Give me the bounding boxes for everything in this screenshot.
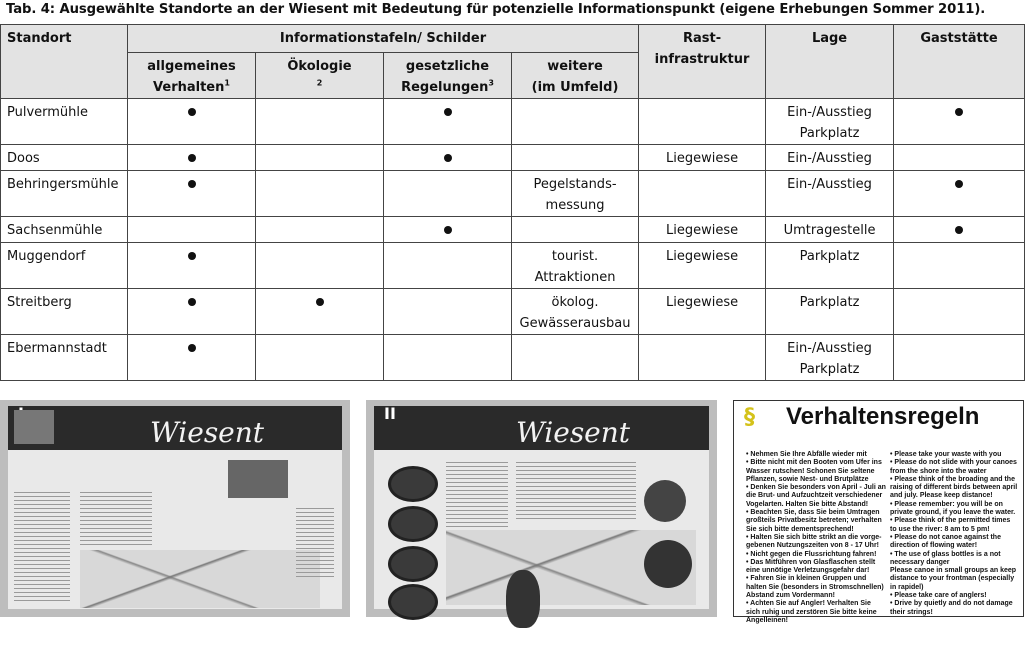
- cell-weitere: ökolog. Gewässerausbau: [512, 289, 639, 335]
- cell-rast: Liegewiese: [639, 289, 766, 335]
- cell-regelungen: [384, 335, 512, 381]
- paragraph-icon: §: [744, 405, 755, 430]
- photo-number: II: [384, 404, 396, 423]
- bullet-dot-icon: [188, 108, 196, 116]
- subheader-line1: gesetzliche: [405, 59, 490, 74]
- table-row: [1, 243, 1025, 289]
- fish-illustration: [388, 546, 438, 582]
- footnote-marker: 3: [488, 78, 494, 88]
- cell-regelungen: [384, 217, 512, 243]
- table-row: [1, 217, 1025, 243]
- bullet-dot-icon: [955, 226, 963, 234]
- cell-standort: Muggendorf: [1, 243, 128, 289]
- header-gaststaette: Gaststätte: [894, 25, 1025, 99]
- cell-rast: [639, 335, 766, 381]
- rules-english: [890, 451, 1018, 617]
- rule-item: • Halten Sie sich bitte strikt an die vorge- gebenen Nutzungszeiten von 8 - 17 Uhr!: [746, 533, 882, 550]
- info-board-photo-2: [366, 400, 717, 617]
- cell-lage: Parkplatz: [766, 243, 894, 289]
- cell-gast: [894, 289, 1025, 335]
- bullet-dot-icon: [955, 108, 963, 116]
- table-row: [1, 335, 1025, 381]
- bullet-dot-icon: [188, 252, 196, 260]
- castle-photo: [14, 410, 54, 444]
- cell-rast: [639, 99, 766, 145]
- info-board-photo-1: [0, 400, 350, 617]
- canoe-photo: [228, 460, 288, 498]
- cell-verhalten: [128, 171, 256, 217]
- sign-title: Verhaltensregeln: [786, 403, 980, 430]
- rule-item: • Please take your waste with you: [890, 451, 1002, 458]
- cell-standort: Ebermannstadt: [1, 335, 128, 381]
- board-title: Wiesent: [516, 416, 631, 449]
- rules-german: [746, 451, 886, 625]
- cell-gast: [894, 243, 1025, 289]
- rule-item: • Please do not slide with your canoes from the shore into the water: [890, 459, 1017, 475]
- cell-regelungen: [384, 243, 512, 289]
- cell-regelungen: [384, 99, 512, 145]
- subheader-line2-text: Verhalten: [153, 80, 225, 95]
- text-column: [14, 492, 70, 602]
- animal-photo: [644, 540, 692, 588]
- board-title: Wiesent: [150, 416, 265, 449]
- table-row: [1, 171, 1025, 217]
- legend-block: [296, 508, 334, 578]
- cell-standort: Doos: [1, 145, 128, 171]
- text-column: [80, 492, 152, 547]
- text-column: [516, 462, 636, 522]
- cell-gast: [894, 99, 1025, 145]
- rule-item: • Achten Sie auf Angler! Verhalten Sie sich ruhig und zerstören Sie bitte keine Angelleinen!: [746, 600, 877, 624]
- cell-lage: Umtragestelle: [766, 217, 894, 243]
- bullet-dot-icon: [444, 226, 452, 234]
- cell-rast: Liegewiese: [639, 217, 766, 243]
- subheader-line2-text: (im Umfeld): [531, 80, 619, 95]
- rule-item: • Nehmen Sie Ihre Abfälle wieder mit: [746, 451, 867, 458]
- cell-verhalten: [128, 335, 256, 381]
- cell-verhalten: [128, 289, 256, 335]
- cell-oekologie: [256, 217, 384, 243]
- cell-standort: Behringersmühle: [1, 171, 128, 217]
- cell-lage: Parkplatz: [766, 289, 894, 335]
- table-row: [1, 145, 1025, 171]
- bullet-dot-icon: [444, 108, 452, 116]
- cell-gast: [894, 217, 1025, 243]
- cell-standort: Pulvermühle: [1, 99, 128, 145]
- rule-item: • Das Mitführen von Glasflaschen stellt eine unnötige Verletzungsgefahr dar!: [746, 558, 876, 575]
- cell-oekologie: [256, 335, 384, 381]
- cell-verhalten: [128, 145, 256, 171]
- header-lage: Lage: [766, 25, 894, 99]
- cell-oekologie: [256, 243, 384, 289]
- cell-weitere: [512, 217, 639, 243]
- rule-item: • Please think of the broading and the raising of different birds between april and july. Please keep distance!: [890, 475, 1018, 500]
- cell-gast: [894, 335, 1025, 381]
- fish-illustration: [388, 506, 438, 542]
- subheader-line2: [384, 77, 511, 98]
- cell-gast: [894, 171, 1025, 217]
- rule-item: • Bitte nicht mit den Booten vom Ufer ins Wasser rutschen! Schonen Sie seltene Pflanzen, sowie Nest- und Brutplätze: [746, 459, 882, 483]
- bullet-dot-icon: [444, 154, 452, 162]
- rule-item: • Denken Sie besonders von April - Juli an die Brut- und Aufzuchtzeit verschiedener Vogelarten. Halten Sie bitte Abstand!: [746, 484, 886, 508]
- fish-illustration: [388, 466, 438, 502]
- table-caption: Tab. 4: Ausgewählte Standorte an der Wiesent mit Bedeutung für potenzielle Informationspunkt (eigene Erhebungen Sommer 2011).: [6, 2, 986, 17]
- subheader-3: [512, 53, 639, 99]
- bullet-dot-icon: [188, 344, 196, 352]
- cell-weitere: Pegelstands- messung: [512, 171, 639, 217]
- cell-standort: Streitberg: [1, 289, 128, 335]
- cell-verhalten: [128, 243, 256, 289]
- header-standort: Standort: [1, 25, 128, 99]
- rule-item: • Please remember: you will be on private ground, if you leave the water.: [890, 500, 1016, 517]
- cell-weitere: [512, 335, 639, 381]
- cell-gast: [894, 145, 1025, 171]
- subheader-line1: allgemeines: [147, 59, 236, 74]
- cell-oekologie: [256, 145, 384, 171]
- subheader-line1: weitere: [547, 59, 603, 74]
- cell-standort: Sachsenmühle: [1, 217, 128, 243]
- subheader-line2: [512, 77, 638, 98]
- subheader-line2: [128, 77, 255, 98]
- cell-lage: Ein-/Ausstieg Parkplatz: [766, 335, 894, 381]
- subheader-1: [256, 53, 384, 99]
- cell-oekologie: [256, 99, 384, 145]
- table-row: [1, 289, 1025, 335]
- bullet-dot-icon: [188, 180, 196, 188]
- table-row: [1, 99, 1025, 145]
- rules-sign: [733, 400, 1024, 624]
- subheader-line2-text: Regelungen: [401, 80, 489, 95]
- cell-lage: Ein-/Ausstieg Parkplatz: [766, 99, 894, 145]
- subheader-0: [128, 53, 256, 99]
- cell-oekologie: [256, 289, 384, 335]
- rule-item: • Fahren Sie in kleinen Gruppen und halten Sie (besonders in Stromschnellen) Abstand zum Vordermann!: [746, 575, 884, 600]
- cell-weitere: [512, 145, 639, 171]
- bullet-dot-icon: [316, 298, 324, 306]
- rule-item: • Nicht gegen die Flussrichtung fahren!: [746, 550, 877, 558]
- cell-verhalten: [128, 217, 256, 243]
- locations-table: [0, 24, 1025, 381]
- cell-weitere: tourist. Attraktionen: [512, 243, 639, 289]
- footnote-marker: 2: [316, 78, 323, 88]
- cell-rast: Liegewiese: [639, 145, 766, 171]
- header-informationstafeln: Informationstafeln/ Schilder: [128, 25, 639, 53]
- subheader-line1: Ökologie: [287, 59, 352, 74]
- bullet-dot-icon: [188, 154, 196, 162]
- rule-item: • Please do not canoe against the direction of flowing water!: [890, 533, 1001, 550]
- rule-item: • Beachten Sie, dass Sie beim Umtragen großteils Privatbesitz betreten; verhalten Sie sich bitte dementsprechend!: [746, 509, 882, 533]
- cell-regelungen: [384, 289, 512, 335]
- rule-item: • Please take care of anglers!: [890, 592, 987, 600]
- footnote-marker: 1: [224, 78, 230, 88]
- bullet-dot-icon: [188, 298, 196, 306]
- bullet-dot-icon: [955, 180, 963, 188]
- rule-item: Please canoe in small groups an keep distance to your frontman (especially in rapidel): [890, 567, 1017, 591]
- rule-item: • Please think of the permitted times to use the river: 8 am to 5 pm!: [890, 517, 1011, 533]
- cell-verhalten: [128, 99, 256, 145]
- cell-rast: [639, 171, 766, 217]
- river-map: [80, 550, 320, 608]
- cell-lage: Ein-/Ausstieg: [766, 171, 894, 217]
- kingfisher-illustration: [506, 570, 540, 628]
- cell-rast: Liegewiese: [639, 243, 766, 289]
- subheader-2: [384, 53, 512, 99]
- animal-photo: [644, 480, 686, 522]
- cell-regelungen: [384, 145, 512, 171]
- cell-weitere: [512, 99, 639, 145]
- cell-oekologie: [256, 171, 384, 217]
- rule-item: • The use of glass bottles is a not necessary danger: [890, 550, 1001, 566]
- cell-lage: Ein-/Ausstieg: [766, 145, 894, 171]
- rule-item: • Drive by quietly and do not damage their strings!: [890, 600, 1013, 616]
- fish-illustration: [388, 584, 438, 620]
- cell-regelungen: [384, 171, 512, 217]
- header-rastinfrastruktur: Rast- infrastruktur: [639, 25, 766, 99]
